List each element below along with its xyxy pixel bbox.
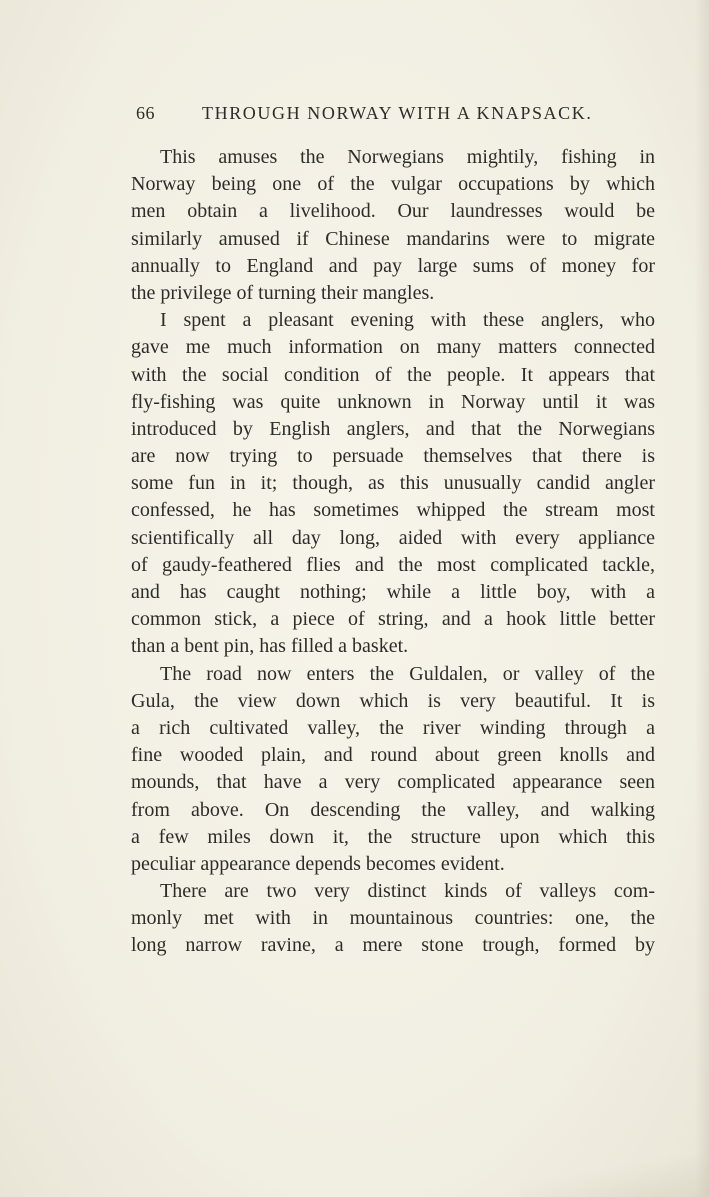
text-line: Gula, the view down which is very beautiful. It is [131, 689, 655, 712]
page-edge-shadow [695, 0, 709, 1197]
text-line: There are two very distinct kinds of valleys com- [160, 880, 655, 903]
text-line: some fun in it; though, as this unusually candid angler [131, 472, 655, 495]
text-line: gave me much information on many matters connected [131, 336, 655, 359]
text-line: The road now enters the Guldalen, or valley of the [160, 662, 655, 685]
text-line: a few miles down it, the structure upon which this [131, 825, 655, 848]
running-header [136, 103, 604, 133]
text-line: introduced by English anglers, and that the Norwegians [131, 417, 655, 440]
text-line: monly met with in mountainous countries: one, the [131, 907, 655, 930]
text-line: common stick, a piece of string, and a hook little better [131, 608, 655, 631]
running-title: THROUGH NORWAY WITH A KNAPSACK. [202, 103, 593, 123]
text-line: fly-fishing was quite unknown in Norway until it was [131, 390, 655, 413]
text-line: peculiar appearance depends becomes evident. [131, 852, 505, 875]
text-line: a rich cultivated valley, the river winding through a [131, 716, 655, 739]
text-line: I spent a pleasant evening with these anglers, who [160, 309, 655, 332]
text-line: mounds, that have a very complicated appearance seen [131, 771, 655, 794]
text-line: with the social condition of the people. It appears that [131, 363, 655, 386]
text-line: annually to England and pay large sums of money for [131, 254, 655, 277]
text-line: and has caught nothing; while a little boy, with a [131, 581, 655, 603]
text-line: confessed, he has sometimes whipped the stream most [131, 499, 655, 522]
text-line: fine wooded plain, and round about green knolls and [131, 744, 655, 767]
text-line: from above. On descending the valley, and walking [131, 798, 655, 821]
text-line: long narrow ravine, a mere stone trough, formed by [131, 934, 655, 957]
text-line: than a bent pin, has filled a basket. [131, 635, 409, 658]
page-corner-fold [520, 1150, 709, 1197]
text-line: are now trying to persuade themselves that there is [131, 445, 655, 468]
text-line: the privilege of turning their mangles. [131, 281, 435, 304]
text-line: scientifically all day long, aided with every appliance [131, 526, 655, 549]
text-line: This amuses the Norwegians mightily, fishing in [160, 146, 655, 168]
text-line: men obtain a livelihood. Our laundresses would be [131, 200, 655, 223]
text-line: Norway being one of the vulgar occupations by which [131, 173, 655, 196]
page-number: 66 [136, 103, 155, 123]
body-text [131, 144, 655, 960]
text-line: of gaudy-feathered flies and the most complicated tackle, [131, 553, 655, 576]
text-line: similarly amused if Chinese mandarins were to migrate [131, 227, 655, 250]
